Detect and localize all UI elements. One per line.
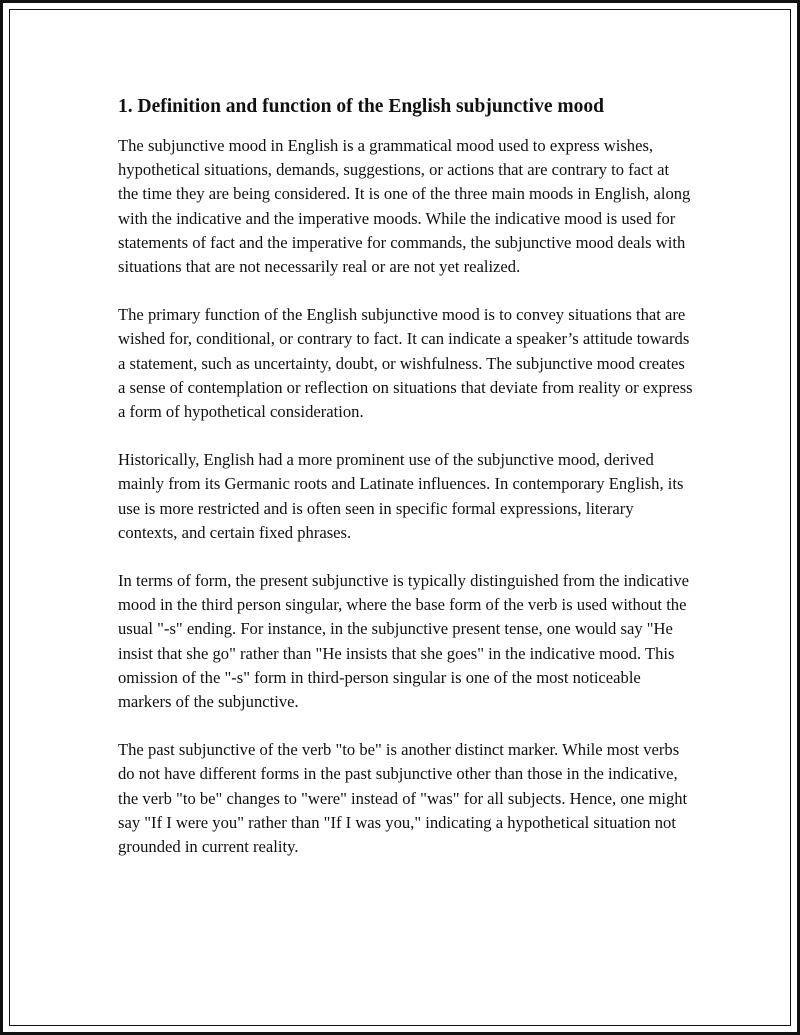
section-heading: 1. Definition and function of the English subjunctive mood	[118, 96, 604, 117]
paragraph-history: Historically, English had a more prominent use of the subjunctive mood, derived mainly from its Germanic roots and Latinate influences. In contemporary English, its use is more restricted and is often seen in specific formal expressions, literary contexts, and certain fixed phrases.	[118, 450, 684, 542]
paragraph-present-form: In terms of form, the present subjunctive is typically distinguished from the indicative mood in the third person singular, where the base form of the verb is used without the usual "-s" ending. For instance, in the subjunctive present tense, one would say "He insist that she go" rather than "He insists that she goes" in the indicative mood. This omission of the "-s" form in third-person singular is one of the most noticeable markers of the subjunctive.	[118, 571, 689, 712]
paragraph-past-subjunctive: The past subjunctive of the verb "to be" is another distinct marker. While most verbs do not have different forms in the past subjunctive other than those in the indicative, the verb "to be" changes to "were" instead of "was" for all subjects. Hence, one might say "If I were you" rather than "If I was you," indicating a hypothetical situation not grounded in current reality.	[118, 740, 688, 857]
paragraph-function: The primary function of the English subjunctive mood is to convey situations that are wished for, conditional, or contrary to fact. It can indicate a speaker’s attitude towards a statement, such as uncertainty, doubt, or wishfulness. The subjunctive mood creates a sense of contemplation or reflection on situations that deviate from reality or express a form of hypothetical consideration.	[118, 305, 693, 422]
paragraph-definition: The subjunctive mood in English is a grammatical mood used to express wishes, hypothetical situations, demands, suggestions, or actions that are contrary to fact at the time they are being considered. It is one of the three main moods in English, along with the indicative and the imperative moods. While the indicative mood is used for statements of fact and the imperative for commands, the subjunctive mood deals with situations that are not necessarily real or are not yet realized.	[118, 136, 691, 277]
document-body	[118, 94, 693, 883]
